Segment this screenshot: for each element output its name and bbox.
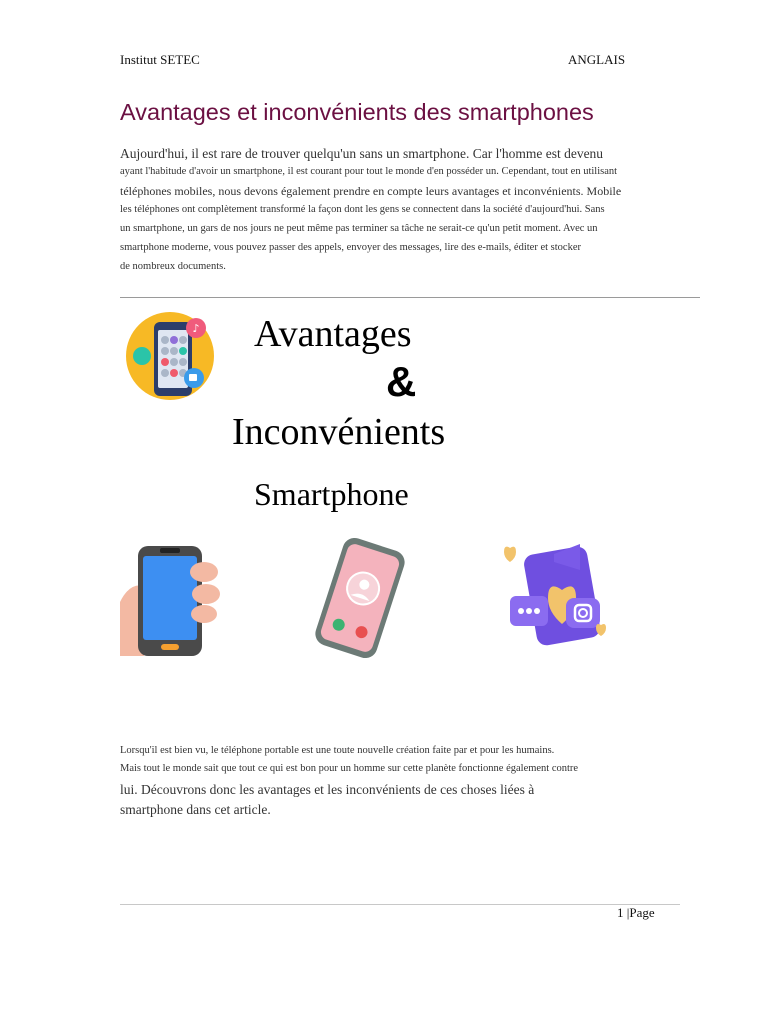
intro-line: smartphone moderne, vous pouvez passer des appels, envoyer des messages, lire des e-mails, éditer et stocker	[120, 242, 581, 253]
intro-line: ayant l'habitude d'avoir un smartphone, il est courant pour tout le monde d'en posséder un. Cependant, tout en utilisant	[120, 166, 618, 177]
header-institute: Institut SETEC	[120, 52, 200, 67]
footer-divider	[120, 904, 680, 905]
closing-line: lui. Découvrons donc les avantages et les inconvénients de ces choses liées à	[120, 782, 535, 797]
closing-line: smartphone dans cet article.	[120, 802, 271, 817]
page-title: Avantages et inconvénients des smartphones	[120, 99, 594, 125]
intro-line: Aujourd'hui, il est rare de trouver quelqu'un sans un smartphone. Car l'homme est devenu	[120, 146, 604, 161]
intro-paragraph	[120, 146, 650, 279]
section-divider	[120, 297, 700, 298]
hand-holding-phone-icon	[120, 542, 224, 656]
page-number: 1 |Page	[617, 905, 655, 920]
social-media-icon	[496, 532, 626, 656]
closing-paragraph	[120, 744, 650, 822]
svg-text:♪: ♪	[192, 322, 200, 335]
closing-line: Mais tout le monde sait que tout ce qui est bon pour un homme sur cette planète fonctionne également contre	[120, 763, 579, 774]
header-subject: ANGLAIS	[568, 52, 626, 67]
intro-line: téléphones mobiles, nous devons également prendre en compte leurs avantages et inconvénients. Mobile	[120, 184, 622, 198]
app-phone-icon	[124, 310, 224, 402]
banner-title-advantages: Avantages	[254, 313, 412, 355]
banner-title-ampersand: &	[386, 358, 417, 405]
banner-title-smartphone: Smartphone	[254, 476, 409, 512]
banner-image	[120, 300, 700, 660]
phone-call-icon	[300, 536, 420, 660]
intro-line: les téléphones ont complètement transformé la façon dont les gens se connectent dans la société d'aujourd'hui. Sans	[120, 204, 605, 215]
closing-line: Lorsqu'il est bien vu, le téléphone portable est une toute nouvelle création faite par et pour les humains.	[120, 745, 555, 756]
banner-title-disadvantages: Inconvénients	[232, 411, 446, 453]
intro-line: un smartphone, un gars de nos jours ne peut même pas terminer sa tâche ne serait-ce qu'un petit moment. Avec un	[120, 223, 598, 234]
intro-line: de nombreux documents.	[120, 261, 226, 272]
